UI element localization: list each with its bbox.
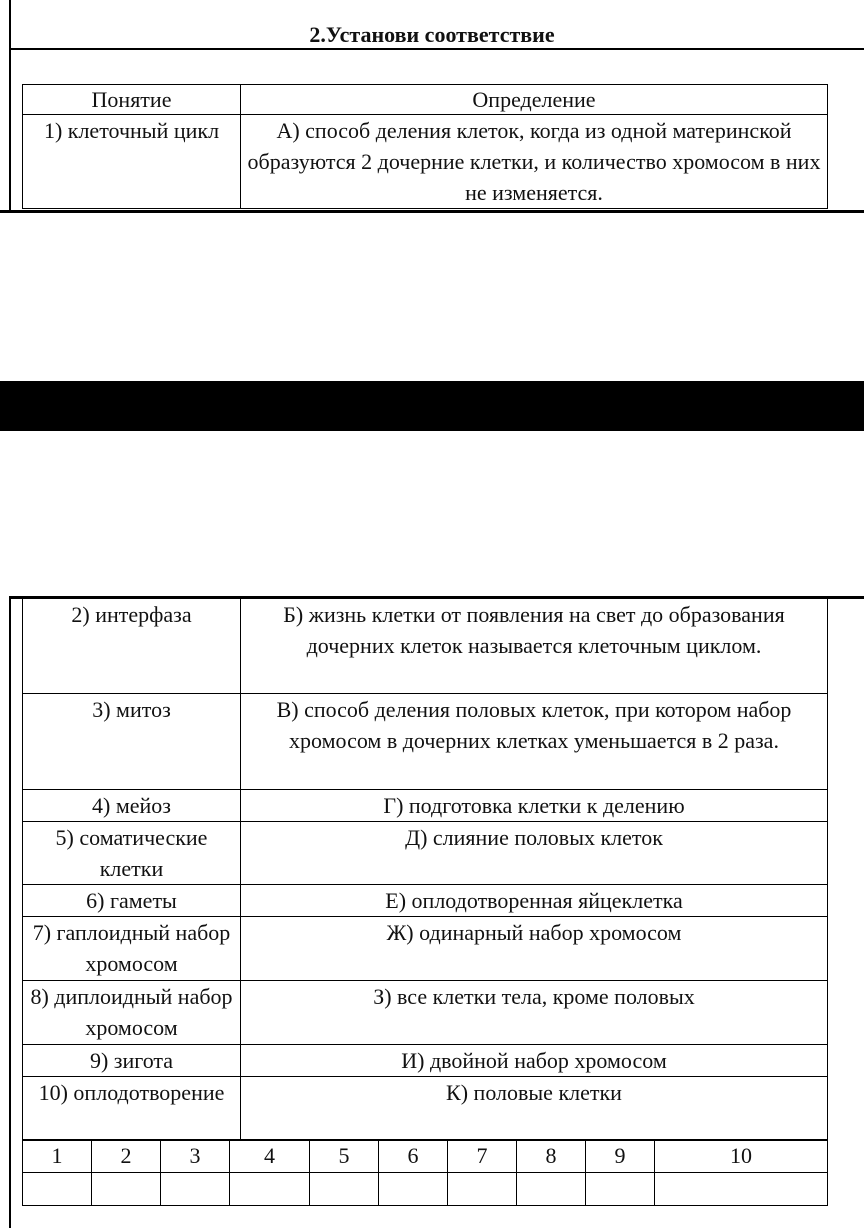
black-separator-band: [0, 381, 864, 431]
concept-cell: 4) мейоз: [23, 790, 241, 822]
answer-cell[interactable]: [23, 1173, 92, 1206]
definition-cell: И) двойной набор хромосом: [241, 1045, 828, 1077]
table-row: [23, 822, 828, 885]
concept-cell: 8) диплоидный набор хромосом: [23, 981, 241, 1045]
concept-cell: 3) митоз: [23, 694, 241, 790]
answer-cell[interactable]: [310, 1173, 379, 1206]
table-row: [23, 790, 828, 822]
concept-cell: 5) соматические клетки: [23, 822, 241, 885]
table-row: [23, 885, 828, 917]
answer-number-row: [23, 1140, 828, 1173]
answer-cell[interactable]: [448, 1173, 517, 1206]
matching-table-top: [22, 84, 828, 209]
page-left-border-bottom: [9, 596, 11, 1228]
answer-cell[interactable]: [379, 1173, 448, 1206]
definition-cell: Б) жизнь клетки от появления на свет до образования дочерних клеток называется клеточным циклом.: [241, 599, 828, 694]
header-concept: Понятие: [23, 85, 241, 115]
table-header-row: [23, 85, 828, 115]
table-row: [23, 694, 828, 790]
answer-number: 7: [448, 1140, 517, 1173]
answer-grid: [22, 1139, 828, 1206]
answer-number: 4: [230, 1140, 310, 1173]
concept-cell: 9) зигота: [23, 1045, 241, 1077]
answer-number: 1: [23, 1140, 92, 1173]
concept-cell: 1) клеточный цикл: [23, 115, 241, 209]
answer-cell[interactable]: [517, 1173, 586, 1206]
definition-cell: Ж) одинарный набор хромосом: [241, 917, 828, 981]
answer-cell[interactable]: [586, 1173, 655, 1206]
concept-cell: 6) гаметы: [23, 885, 241, 917]
definition-cell: З) все клетки тела, кроме половых: [241, 981, 828, 1045]
definition-cell: А) способ деления клеток, когда из одной материнской образуются 2 дочерние клетки, и количество хромосом в них не изменяется.: [241, 115, 828, 209]
matching-table-bottom: [22, 598, 828, 1141]
task-title: 2.Установи соответствие: [309, 22, 555, 47]
answer-cell[interactable]: [92, 1173, 161, 1206]
answer-input-row: [23, 1173, 828, 1206]
table-row: [23, 981, 828, 1045]
definition-cell: Д) слияние половых клеток: [241, 822, 828, 885]
answer-number: 6: [379, 1140, 448, 1173]
answer-number: 5: [310, 1140, 379, 1173]
header-definition: Определение: [241, 85, 828, 115]
answer-number: 10: [655, 1140, 828, 1173]
answer-number: 9: [586, 1140, 655, 1173]
answer-number: 2: [92, 1140, 161, 1173]
definition-cell: В) способ деления половых клеток, при котором набор хромосом в дочерних клетках уменьшается в 2 раза.: [241, 694, 828, 790]
concept-cell: 7) гаплоидный набор хромосом: [23, 917, 241, 981]
answer-cell[interactable]: [655, 1173, 828, 1206]
page-bottom-rule-top: [0, 210, 864, 213]
table-row: [23, 115, 828, 209]
concept-cell: 10) оплодотворение: [23, 1077, 241, 1141]
table-row: [23, 1045, 828, 1077]
answer-cell[interactable]: [230, 1173, 310, 1206]
answer-cell[interactable]: [161, 1173, 230, 1206]
definition-cell: К) половые клетки: [241, 1077, 828, 1141]
definition-cell: Е) оплодотворенная яйцеклетка: [241, 885, 828, 917]
table-row: [23, 917, 828, 981]
table-row: [23, 599, 828, 694]
answer-number: 8: [517, 1140, 586, 1173]
answer-number: 3: [161, 1140, 230, 1173]
definition-cell: Г) подготовка клетки к делению: [241, 790, 828, 822]
table-row: [23, 1077, 828, 1141]
concept-cell: 2) интерфаза: [23, 599, 241, 694]
